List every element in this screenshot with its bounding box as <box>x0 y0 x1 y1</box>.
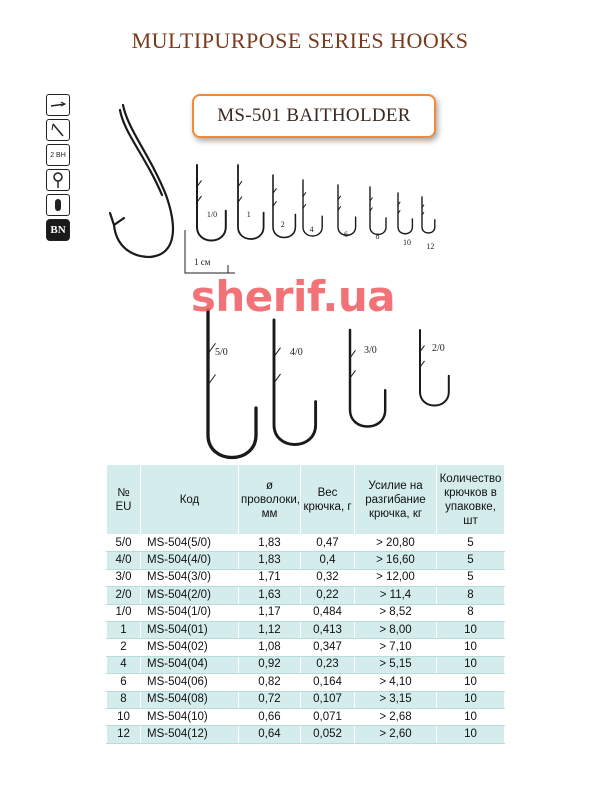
cell-diameter: 1,17 <box>239 604 301 621</box>
cell-diameter: 0,92 <box>239 656 301 673</box>
cell-strength: > 7,10 <box>355 639 437 656</box>
cell-size: 12 <box>107 726 141 743</box>
col-header-strength: Усилие на разгибание крючка, кг <box>355 465 437 535</box>
cell-size: 8 <box>107 691 141 708</box>
cell-size: 4 <box>107 656 141 673</box>
scale-label: 1 см <box>194 257 211 267</box>
cell-strength: > 2,60 <box>355 726 437 743</box>
cell-size: 2/0 <box>107 587 141 604</box>
cell-code: MS-504(08) <box>141 691 239 708</box>
cell-strength: > 4,10 <box>355 674 437 691</box>
col-header-size: № EU <box>107 465 141 535</box>
cell-weight: 0,071 <box>301 708 355 725</box>
hook <box>208 310 256 458</box>
cell-strength: > 3,15 <box>355 691 437 708</box>
cell-diameter: 0,82 <box>239 674 301 691</box>
col-header-weight: Вес крючка, г <box>301 465 355 535</box>
cell-size: 1/0 <box>107 604 141 621</box>
cell-diameter: 0,72 <box>239 691 301 708</box>
col-header-quantity: Количество крючков в упаковке, шт <box>437 465 505 535</box>
cell-size: 6 <box>107 674 141 691</box>
cell-diameter: 0,66 <box>239 708 301 725</box>
cell-quantity: 10 <box>437 691 505 708</box>
hook-size-label: 8 <box>375 232 380 241</box>
cell-strength: > 16,60 <box>355 552 437 569</box>
hook-size-label: 6 <box>344 230 349 239</box>
cell-size: 4/0 <box>107 552 141 569</box>
cell-code: MS-504(5/0) <box>141 535 239 552</box>
hook <box>420 330 449 406</box>
cell-quantity: 10 <box>437 639 505 656</box>
table-row <box>107 639 505 656</box>
cell-weight: 0,052 <box>301 726 355 743</box>
table-row <box>107 535 505 552</box>
cell-diameter: 1,12 <box>239 621 301 638</box>
cell-code: MS-504(10) <box>141 708 239 725</box>
cell-code: MS-504(4/0) <box>141 552 239 569</box>
cell-strength: > 11,4 <box>355 587 437 604</box>
hook-size-label: 12 <box>426 242 435 251</box>
model-label: MS-501 BAITHOLDER <box>217 105 411 126</box>
hook-size-label: 1 <box>246 210 251 219</box>
cell-weight: 0,164 <box>301 674 355 691</box>
cell-quantity: 8 <box>437 604 505 621</box>
hook-size-label: 5/0 <box>215 347 228 358</box>
table-row <box>107 674 505 691</box>
cell-quantity: 5 <box>437 552 505 569</box>
table-row <box>107 569 505 586</box>
cell-diameter: 1,08 <box>239 639 301 656</box>
watermark: sherif.ua <box>190 272 396 321</box>
cell-weight: 0,107 <box>301 691 355 708</box>
cell-weight: 0,484 <box>301 604 355 621</box>
cell-quantity: 10 <box>437 656 505 673</box>
cell-quantity: 10 <box>437 726 505 743</box>
table-row <box>107 621 505 638</box>
hook-size-label: 2/0 <box>432 343 445 354</box>
cell-quantity: 8 <box>437 587 505 604</box>
hook <box>338 185 356 239</box>
cell-code: MS-504(01) <box>141 621 239 638</box>
cell-weight: 0,47 <box>301 535 355 552</box>
cell-diameter: 1,83 <box>239 552 301 569</box>
table-row <box>107 656 505 673</box>
hook <box>398 193 412 247</box>
table-row <box>107 604 505 621</box>
hook-size-label: 4 <box>309 225 314 234</box>
cell-strength: > 8,52 <box>355 604 437 621</box>
cell-quantity: 5 <box>437 535 505 552</box>
cell-size: 2 <box>107 639 141 656</box>
cell-code: MS-504(12) <box>141 726 239 743</box>
col-header-diameter: ø проволоки, мм <box>239 465 301 535</box>
cell-strength: > 8,00 <box>355 621 437 638</box>
cell-weight: 0,22 <box>301 587 355 604</box>
cell-size: 5/0 <box>107 535 141 552</box>
cell-weight: 0,23 <box>301 656 355 673</box>
col-header-code: Код <box>141 465 239 535</box>
cell-weight: 0,347 <box>301 639 355 656</box>
cell-strength: > 20,80 <box>355 535 437 552</box>
hook <box>197 165 226 241</box>
cell-quantity: 5 <box>437 569 505 586</box>
hook-size-label: 1/0 <box>206 210 218 219</box>
cell-code: MS-504(3/0) <box>141 569 239 586</box>
hook <box>350 330 385 427</box>
cell-size: 3/0 <box>107 569 141 586</box>
hook <box>303 180 322 236</box>
cell-size: 1 <box>107 621 141 638</box>
hook-size-label: 3/0 <box>364 345 377 356</box>
cell-quantity: 10 <box>437 708 505 725</box>
sharpening-icon: 2 BH <box>46 144 70 166</box>
hook <box>238 165 264 239</box>
hook <box>422 197 435 251</box>
cell-strength: > 12,00 <box>355 569 437 586</box>
table-row <box>107 708 505 725</box>
hook <box>370 187 386 241</box>
cell-diameter: 1,71 <box>239 569 301 586</box>
cell-code: MS-504(06) <box>141 674 239 691</box>
cell-weight: 0,32 <box>301 569 355 586</box>
table-row <box>107 726 505 743</box>
spec-table <box>106 464 505 744</box>
cell-diameter: 1,63 <box>239 587 301 604</box>
hook-size-label: 2 <box>280 220 285 229</box>
cell-diameter: 0,64 <box>239 726 301 743</box>
table-row <box>107 691 505 708</box>
hook-size-label: 4/0 <box>290 347 303 358</box>
hook-size-label: 10 <box>402 238 411 247</box>
cell-diameter: 1,83 <box>239 535 301 552</box>
table-row <box>107 587 505 604</box>
cell-weight: 0,413 <box>301 621 355 638</box>
cell-quantity: 10 <box>437 621 505 638</box>
cell-quantity: 10 <box>437 674 505 691</box>
cell-weight: 0,4 <box>301 552 355 569</box>
page-title: MULTIPURPOSE SERIES HOOKS <box>131 28 469 53</box>
cell-code: MS-504(04) <box>141 656 239 673</box>
cell-strength: > 5,15 <box>355 656 437 673</box>
cell-size: 10 <box>107 708 141 725</box>
hook <box>274 320 316 445</box>
table-header-row <box>107 465 505 535</box>
cell-code: MS-504(1/0) <box>141 604 239 621</box>
hook <box>273 175 295 238</box>
cell-code: MS-504(2/0) <box>141 587 239 604</box>
finish-icon: BN <box>46 219 70 241</box>
cell-strength: > 2,68 <box>355 708 437 725</box>
table-row <box>107 552 505 569</box>
reference-hook <box>110 105 173 257</box>
cell-code: MS-504(02) <box>141 639 239 656</box>
